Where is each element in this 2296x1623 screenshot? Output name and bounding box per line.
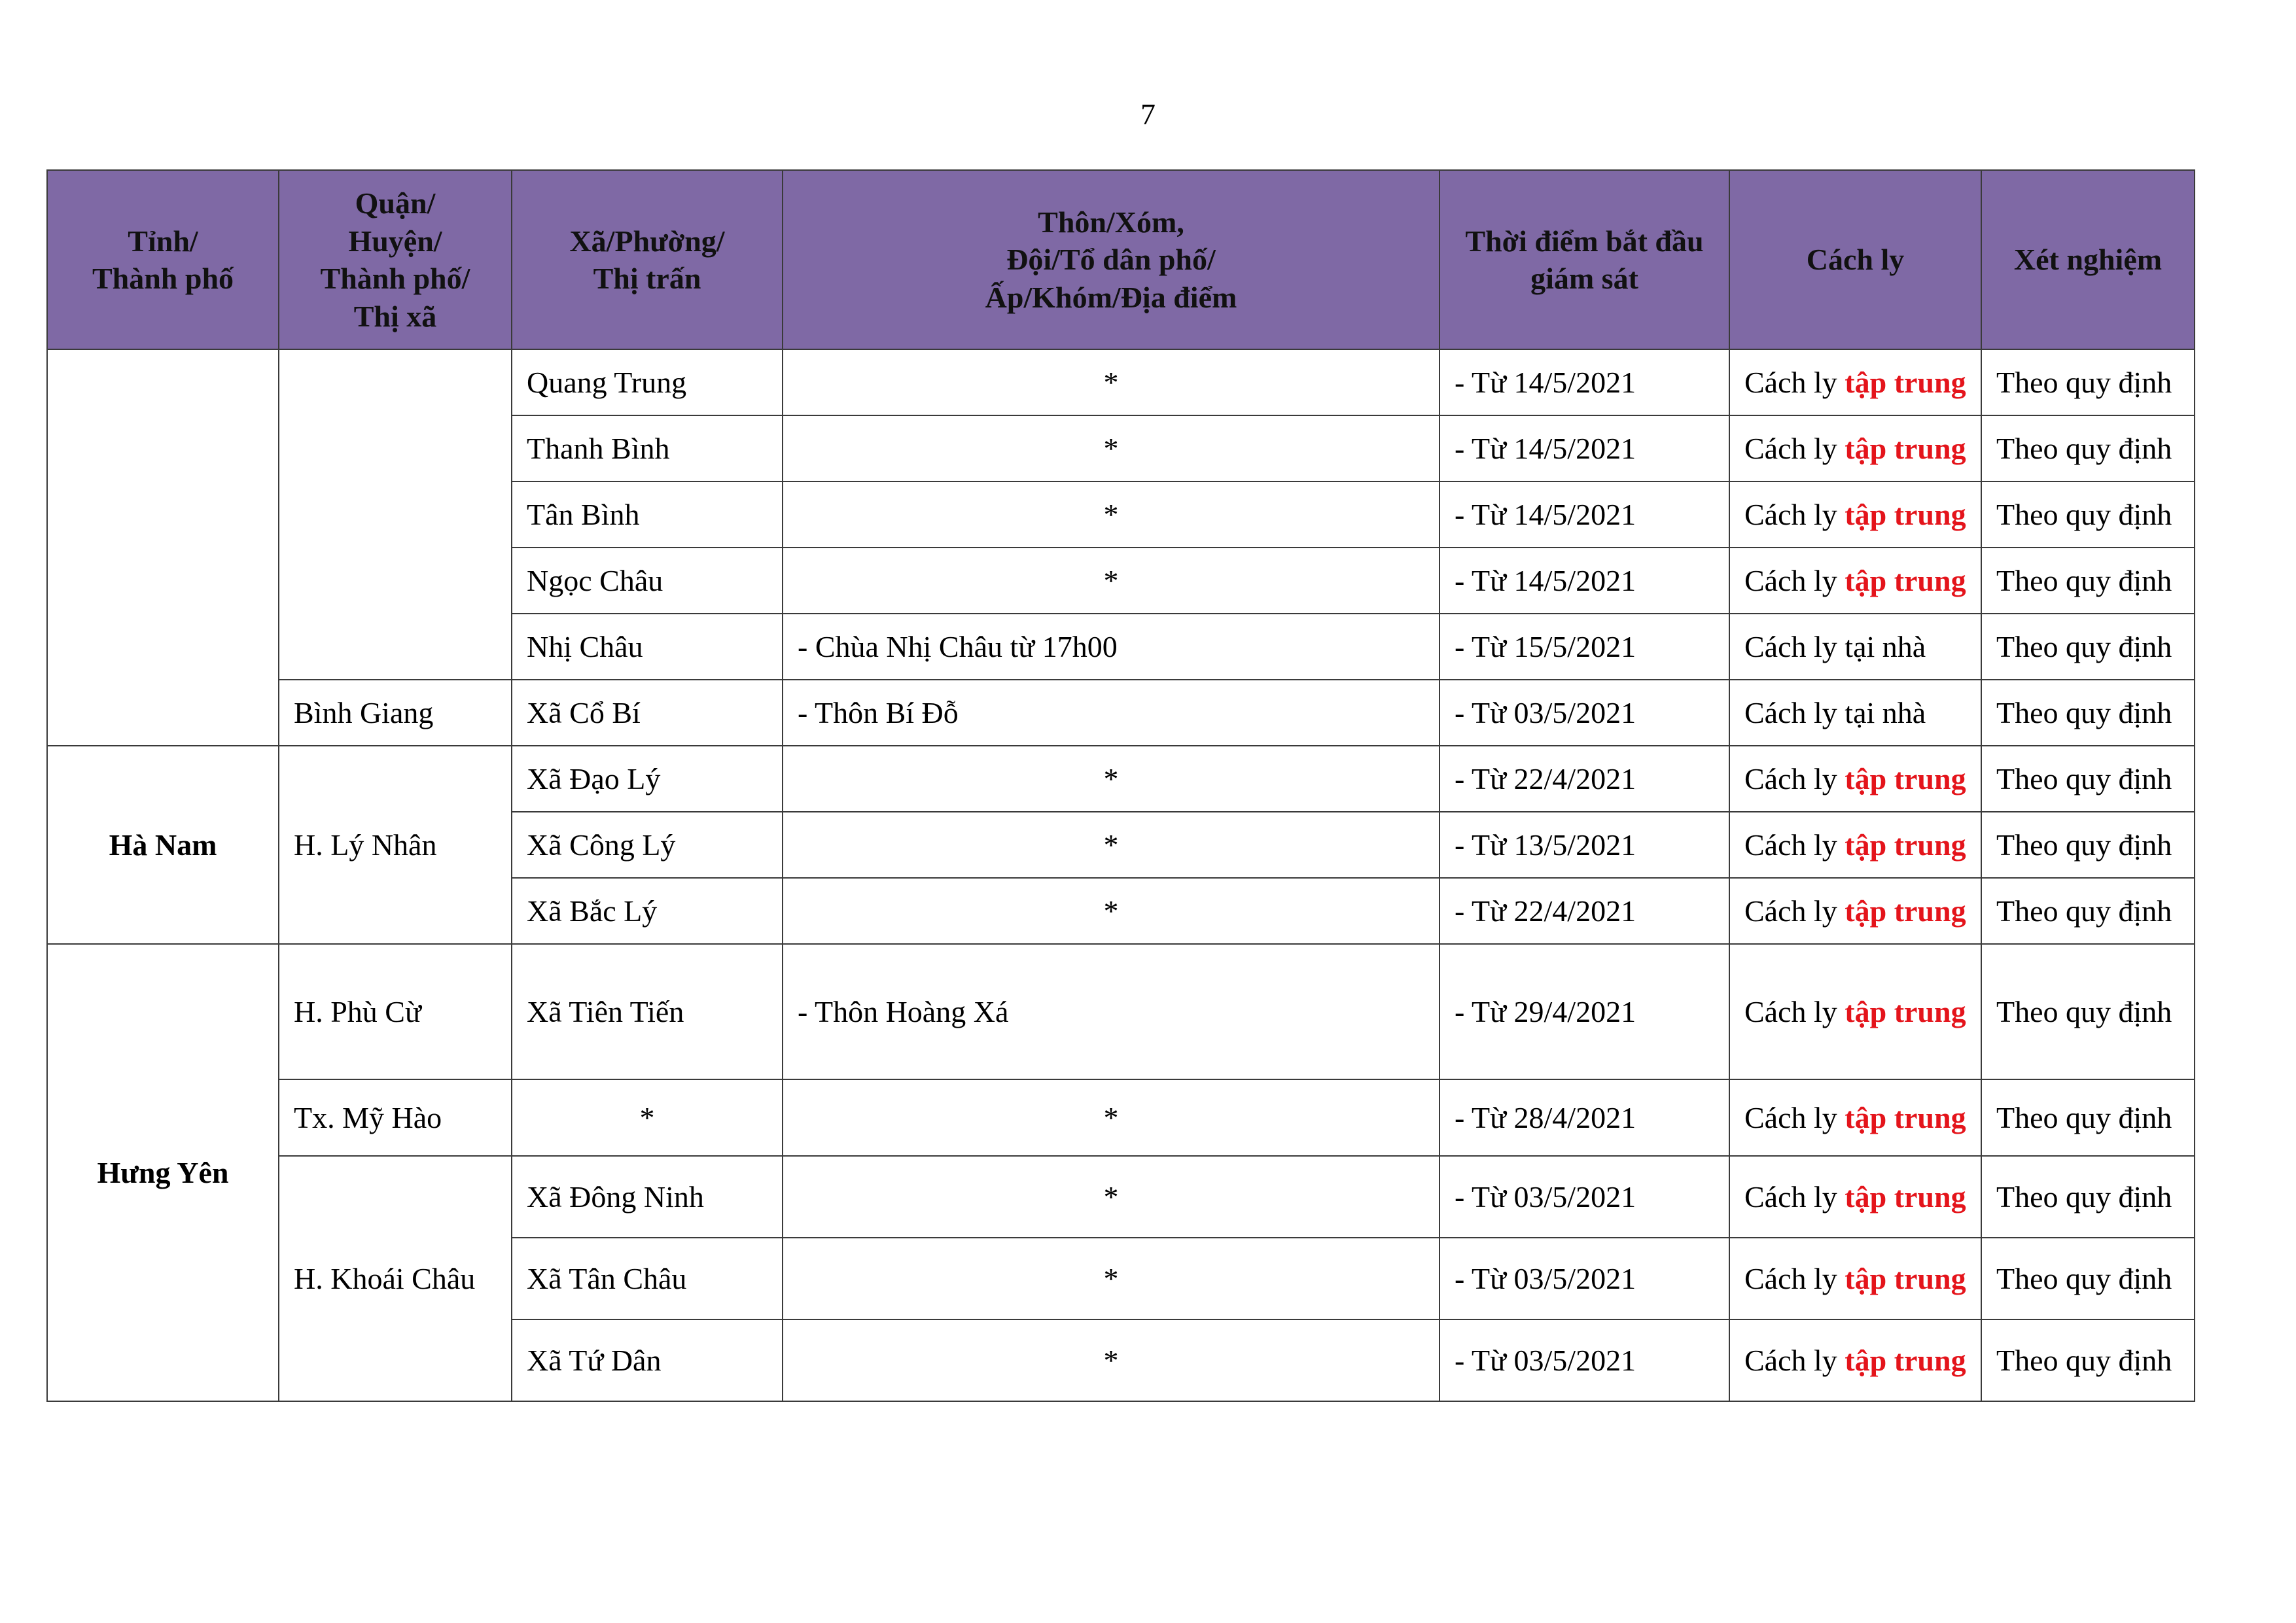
ward-cell: Ngọc Châu (512, 548, 783, 614)
testing-cell: Theo quy định (1981, 1156, 2195, 1238)
place-cell: * (783, 1319, 1439, 1401)
isolation-cell: Cách ly tập trung (1729, 812, 1981, 878)
header-isolation: Cách ly (1729, 170, 1981, 349)
table-row (47, 944, 2195, 1079)
date-cell: - Từ 22/4/2021 (1439, 878, 1729, 944)
page-number: 7 (1140, 97, 1156, 131)
place-cell: * (783, 349, 1439, 415)
table-header-row (47, 170, 2195, 349)
ward-cell: Xã Đông Ninh (512, 1156, 783, 1238)
testing-cell: Theo quy định (1981, 1238, 2195, 1319)
date-cell: - Từ 13/5/2021 (1439, 812, 1729, 878)
isolation-cell: Cách ly tại nhà (1729, 680, 1981, 746)
header-district: Quận/ Huyện/ Thành phố/ Thị xã (279, 170, 512, 349)
ward-cell: Tân Bình (512, 481, 783, 548)
province-cell: Hà Nam (47, 746, 279, 944)
testing-cell: Theo quy định (1981, 944, 2195, 1079)
place-cell: * (783, 1079, 1439, 1156)
ward-cell: Nhị Châu (512, 614, 783, 680)
header-testing: Xét nghiệm (1981, 170, 2195, 349)
district-cell-empty (279, 349, 512, 680)
province-cell-empty (47, 349, 279, 746)
isolation-cell: Cách ly tập trung (1729, 481, 1981, 548)
place-cell: * (783, 1238, 1439, 1319)
ward-cell: Xã Tứ Dân (512, 1319, 783, 1401)
table-row (47, 680, 2195, 746)
ward-cell: Xã Tân Châu (512, 1238, 783, 1319)
ward-cell: Thanh Bình (512, 415, 783, 481)
place-cell: * (783, 481, 1439, 548)
place-cell: - Chùa Nhị Châu từ 17h00 (783, 614, 1439, 680)
ward-cell: * (512, 1079, 783, 1156)
place-cell: * (783, 548, 1439, 614)
isolation-cell: Cách ly tập trung (1729, 746, 1981, 812)
testing-cell: Theo quy định (1981, 481, 2195, 548)
isolation-cell: Cách ly tập trung (1729, 548, 1981, 614)
district-cell: H. Lý Nhân (279, 746, 512, 944)
testing-cell: Theo quy định (1981, 746, 2195, 812)
header-province: Tỉnh/ Thành phố (47, 170, 279, 349)
place-cell: * (783, 1156, 1439, 1238)
province-cell: Hưng Yên (47, 944, 279, 1401)
quarantine-table (46, 169, 2195, 1402)
district-cell: Bình Giang (279, 680, 512, 746)
place-cell: - Thôn Bí Đỗ (783, 680, 1439, 746)
date-cell: - Từ 22/4/2021 (1439, 746, 1729, 812)
table-row (47, 349, 2195, 415)
header-start-time: Thời điểm bắt đầu giám sát (1439, 170, 1729, 349)
date-cell: - Từ 14/5/2021 (1439, 349, 1729, 415)
testing-cell: Theo quy định (1981, 812, 2195, 878)
testing-cell: Theo quy định (1981, 548, 2195, 614)
ward-cell: Xã Cổ Bí (512, 680, 783, 746)
testing-cell: Theo quy định (1981, 415, 2195, 481)
ward-cell: Xã Công Lý (512, 812, 783, 878)
table-row (47, 746, 2195, 812)
table-row (47, 1079, 2195, 1156)
place-cell: * (783, 878, 1439, 944)
testing-cell: Theo quy định (1981, 1079, 2195, 1156)
isolation-cell: Cách ly tập trung (1729, 1156, 1981, 1238)
ward-cell: Xã Tiên Tiến (512, 944, 783, 1079)
ward-cell: Quang Trung (512, 349, 783, 415)
testing-cell: Theo quy định (1981, 614, 2195, 680)
district-cell: H. Phù Cừ (279, 944, 512, 1079)
isolation-cell: Cách ly tập trung (1729, 1079, 1981, 1156)
place-cell: * (783, 812, 1439, 878)
ward-cell: Xã Bắc Lý (512, 878, 783, 944)
date-cell: - Từ 15/5/2021 (1439, 614, 1729, 680)
date-cell: - Từ 29/4/2021 (1439, 944, 1729, 1079)
date-cell: - Từ 03/5/2021 (1439, 1319, 1729, 1401)
isolation-cell: Cách ly tập trung (1729, 415, 1981, 481)
isolation-cell: Cách ly tập trung (1729, 878, 1981, 944)
date-cell: - Từ 28/4/2021 (1439, 1079, 1729, 1156)
isolation-cell: Cách ly tập trung (1729, 1238, 1981, 1319)
testing-cell: Theo quy định (1981, 680, 2195, 746)
place-cell: - Thôn Hoàng Xá (783, 944, 1439, 1079)
table-row (47, 1156, 2195, 1238)
testing-cell: Theo quy định (1981, 1319, 2195, 1401)
isolation-cell: Cách ly tại nhà (1729, 614, 1981, 680)
date-cell: - Từ 03/5/2021 (1439, 1238, 1729, 1319)
place-cell: * (783, 746, 1439, 812)
header-ward: Xã/Phường/ Thị trấn (512, 170, 783, 349)
isolation-cell: Cách ly tập trung (1729, 944, 1981, 1079)
district-cell: H. Khoái Châu (279, 1156, 512, 1401)
isolation-cell: Cách ly tập trung (1729, 1319, 1981, 1401)
date-cell: - Từ 14/5/2021 (1439, 415, 1729, 481)
testing-cell: Theo quy định (1981, 878, 2195, 944)
district-cell: Tx. Mỹ Hào (279, 1079, 512, 1156)
header-place: Thôn/Xóm, Đội/Tổ dân phố/ Ấp/Khóm/Địa điểm (783, 170, 1439, 349)
ward-cell: Xã Đạo Lý (512, 746, 783, 812)
place-cell: * (783, 415, 1439, 481)
date-cell: - Từ 14/5/2021 (1439, 481, 1729, 548)
isolation-cell: Cách ly tập trung (1729, 349, 1981, 415)
date-cell: - Từ 03/5/2021 (1439, 680, 1729, 746)
date-cell: - Từ 14/5/2021 (1439, 548, 1729, 614)
date-cell: - Từ 03/5/2021 (1439, 1156, 1729, 1238)
testing-cell: Theo quy định (1981, 349, 2195, 415)
